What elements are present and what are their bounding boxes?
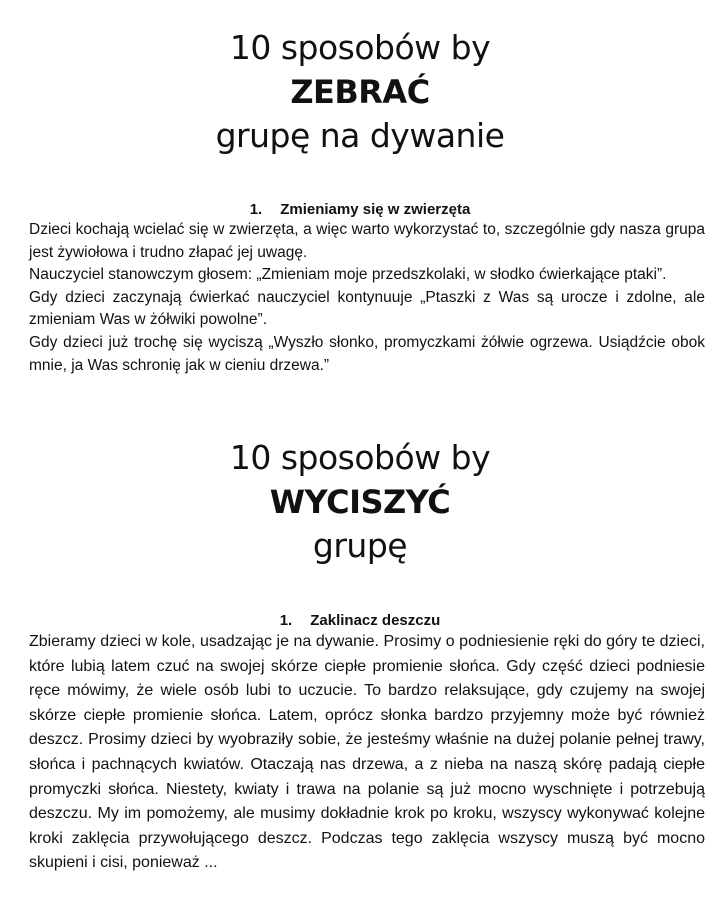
- section2-heading-number: 1.: [279, 612, 293, 629]
- section2-title: [0, 436, 720, 568]
- section1-paragraph: Nauczyciel stanowczym głosem: „Zmieniam moje przedszkolaki, w słodko ćwierkające ptaki”.: [29, 266, 667, 284]
- section2-title-line1: 10 sposobów by: [229, 438, 491, 477]
- section1-heading-number: 1.: [249, 201, 263, 218]
- section1-paragraph: Gdy dzieci już trochę się wyciszą „Wyszło słonko, promyczkami żółwie ogrzewa. Usiądźcie obok mnie, ja Was schronię jak w cieniu drzewa.”: [29, 333, 705, 374]
- section2-heading-text: Zaklinacz deszczu: [310, 612, 441, 629]
- section1-title-line1: 10 sposobów by: [229, 28, 491, 67]
- section1-title-keyword: ZEBRAĆ: [290, 73, 430, 111]
- section1-title-line3: grupę na dywanie: [215, 116, 505, 155]
- section2-heading: [0, 611, 720, 631]
- section1-heading-text: Zmieniamy się w zwierzęta: [280, 201, 471, 218]
- section2-paragraph: Zbieramy dzieci w kole, usadzając je na dywanie. Prosimy o podniesienie ręki do góry te dzieci, które lubią latem czuć na swojej skórze ciepłe promienie słońca. Gdy część dzieci podniesie ręce mówimy, że wiele osób lubi to uczucie. To bardzo relaksujące, gdy czujemy na swojej skórze ciepłe promienie słońca. Latem, oprócz słonka bardzo przyjemny może być również deszcz. Prosimy dzieci by wyobraziły sobie, że jesteśmy właśnie na dużej polanie pełnej trawy, słońca i pachnących kwiatów. Otaczają nas drzewa, a z nieba na naszą skórę padają ciepłe promyczki słońca. Niestety, kwiaty i trawa na polanie są już mocno wyschnięte i potrzebują deszczu. My im pomożemy, ale musimy dokładnie krok po kroku, wszyscy wykonywać kolejne kroki zaklęcia przywołującego deszcz. Podczas tego zaklęcia wszyscy muszą być mocno skupieni i cisi, ponieważ ...: [29, 633, 705, 872]
- section2-title-line3: grupę: [312, 526, 408, 565]
- section1-paragraph: Gdy dzieci zaczynają ćwierkać nauczyciel kontynuuje „Ptaszki z Was są urocze i zdolne, ale zmieniam Was w żółwiki powolne”.: [29, 288, 705, 329]
- section2-body: [29, 630, 705, 876]
- section1-heading: [0, 200, 720, 220]
- section2-title-keyword: WYCISZYĆ: [269, 483, 451, 521]
- section1-body: [29, 219, 705, 377]
- section1-title: [0, 26, 720, 158]
- section1-paragraph: Dzieci kochają wcielać się w zwierzęta, a więc warto wykorzystać to, szczególnie gdy nasza grupa jest żywiołowa i trudno złapać jej uwagę.: [29, 221, 705, 261]
